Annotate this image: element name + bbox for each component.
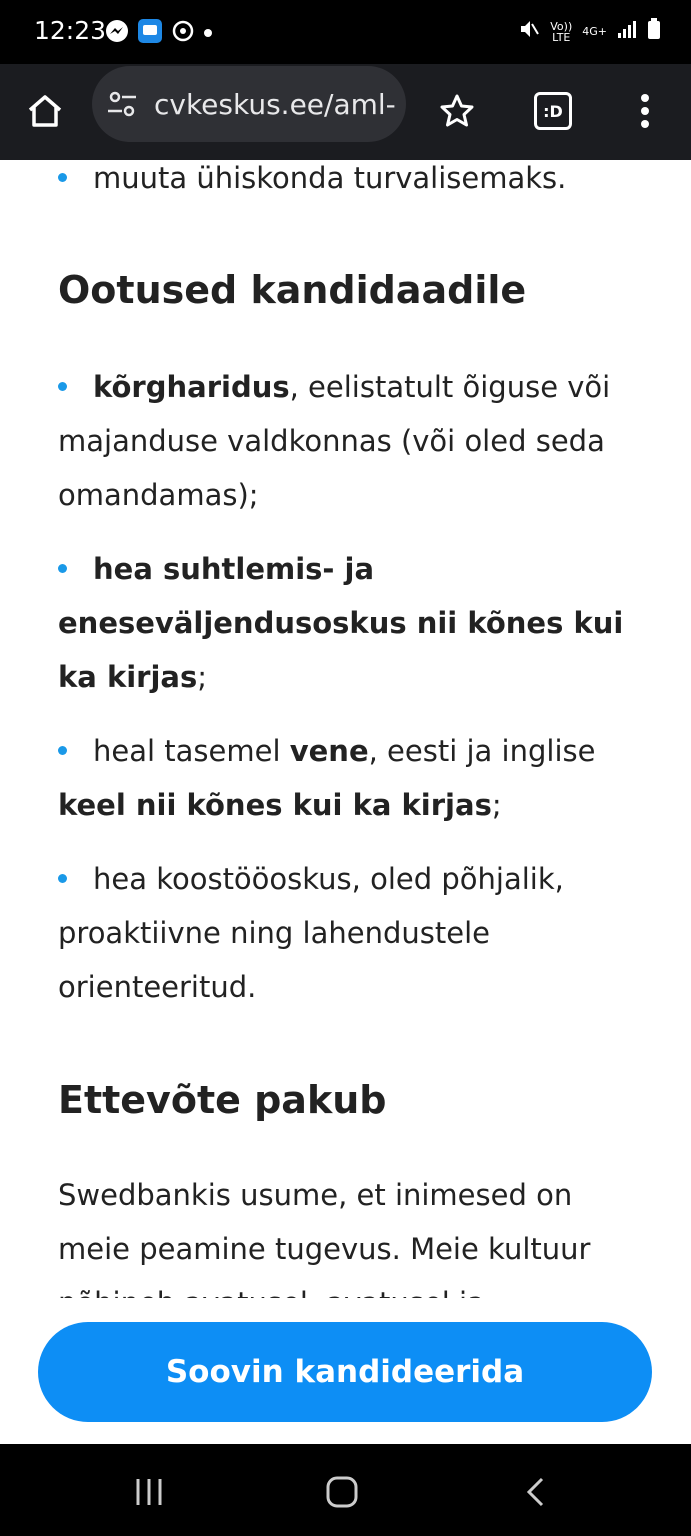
- list-item: kõrgharidus, eelistatult õiguse või majanduse valdkonnas (või oled seda omandamas);: [58, 370, 611, 512]
- list-item: muuta ühiskonda turvalisemaks.: [58, 151, 638, 205]
- bullet-icon: [58, 382, 67, 391]
- apply-bar: [0, 1298, 691, 1444]
- status-time: 12:23: [34, 16, 107, 45]
- bullet-icon: [58, 173, 67, 182]
- battery-icon: [647, 18, 661, 45]
- bullet-icon: [58, 746, 67, 755]
- system-icons: [518, 18, 661, 45]
- apply-button[interactable]: Soovin kandideerida: [38, 1322, 652, 1422]
- expectations-list: [58, 360, 638, 1014]
- tab-count-label: :D: [534, 92, 572, 130]
- page-content: [0, 160, 691, 1298]
- previous-list: [58, 151, 638, 205]
- company-paragraph: Swedbankis usume, et inimesed on meie peamine tugevus. Meie kultuur: [58, 1178, 591, 1266]
- url-text: cvkeskus.ee/aml-: [154, 88, 396, 121]
- list-item: hea suhtlemis- ja eneseväljendusoskus nii kõnes kui ka kirjas;: [58, 552, 624, 694]
- volte-label: Vo)) LTE: [550, 19, 573, 44]
- browser-toolbar: [0, 64, 691, 162]
- bullet-icon: [58, 874, 67, 883]
- recent-apps-icon[interactable]: [124, 1472, 174, 1512]
- menu-icon[interactable]: [618, 84, 672, 138]
- section-title-expectations: Ootused kandidaadile: [58, 268, 527, 312]
- tab-switcher-icon[interactable]: [526, 84, 580, 138]
- signal-icon: [617, 19, 637, 44]
- list-item: heal tasemel vene, eesti ja inglise keel nii kõnes kui ka kirjas;: [58, 734, 596, 822]
- section-title-company-offers: Ettevõte pakub: [58, 1078, 387, 1122]
- status-bar: [0, 0, 691, 64]
- home-icon[interactable]: [18, 84, 72, 138]
- more-notifications-dot-icon: [203, 25, 213, 43]
- messenger-icon: [105, 19, 129, 48]
- sync-icon: [171, 19, 195, 48]
- bookmark-star-icon[interactable]: [430, 84, 484, 138]
- back-icon[interactable]: [511, 1472, 561, 1512]
- app-notification-icon: [137, 18, 163, 49]
- address-bar[interactable]: [92, 66, 406, 142]
- system-nav-bar: [0, 1444, 691, 1536]
- notification-icons: [105, 18, 213, 49]
- site-settings-icon[interactable]: [106, 88, 138, 125]
- bullet-icon: [58, 564, 67, 573]
- mute-icon: [518, 18, 540, 45]
- list-item: hea koostööoskus, oled põhjalik, proaktiivne ning lahendustele orienteeritud.: [58, 862, 564, 1004]
- home-button-icon[interactable]: [317, 1472, 367, 1512]
- network-type-label: 4G+: [582, 25, 607, 38]
